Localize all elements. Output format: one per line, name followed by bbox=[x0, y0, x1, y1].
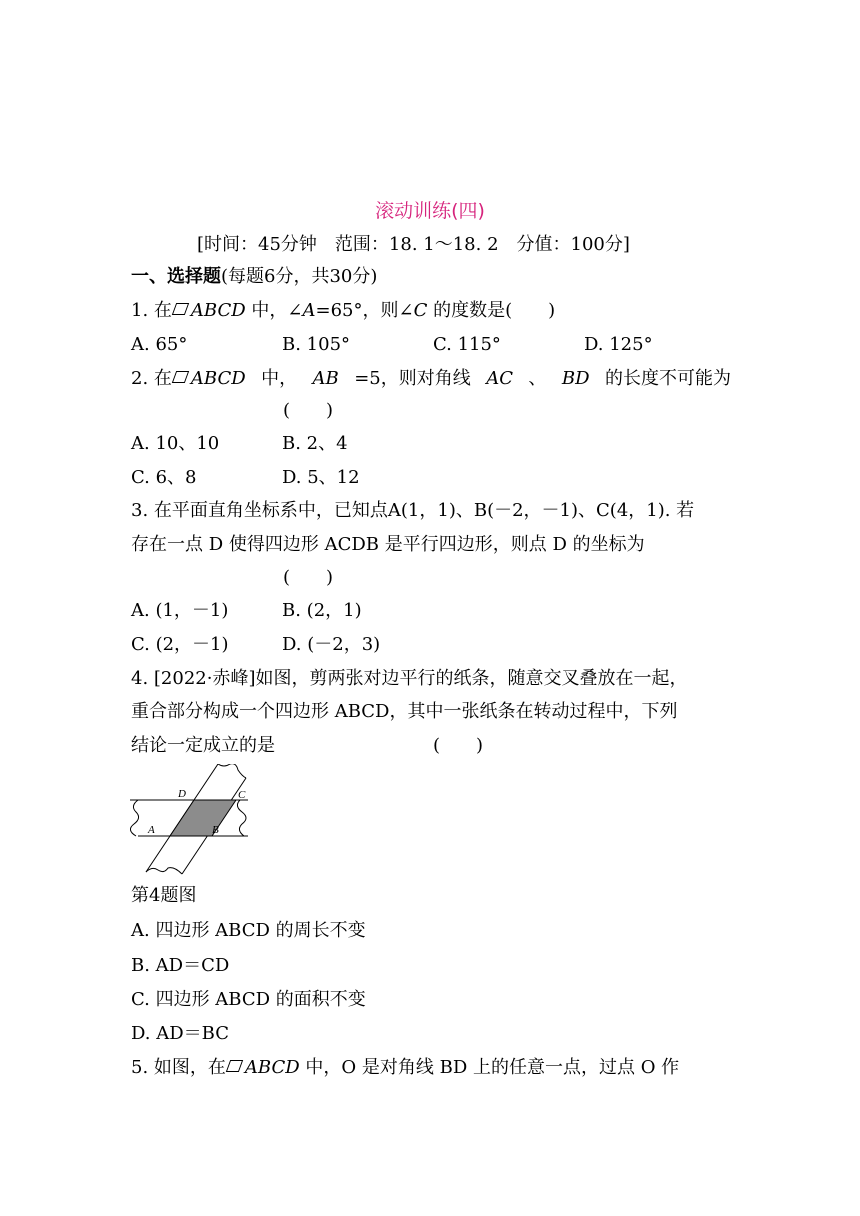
shaded-quadrilateral-abcd bbox=[170, 800, 236, 836]
page-title: 滚动训练(四) bbox=[375, 200, 485, 222]
figure-caption: 第4题图 bbox=[131, 885, 197, 906]
parallelogram-icon bbox=[172, 303, 189, 315]
section-heading bbox=[131, 264, 377, 290]
q4-option-d: D. AD＝BC bbox=[131, 1023, 229, 1044]
q1-text: 的度数是( ) bbox=[427, 300, 556, 321]
q4-option-a: A. 四边形 ABCD 的周长不变 bbox=[131, 920, 366, 941]
q3-option-a: A. (1，－1) bbox=[131, 600, 229, 621]
q2-part: 、 bbox=[528, 368, 547, 389]
question-1 bbox=[131, 298, 555, 324]
exam-info: [时间：45分钟 范围：18. 1～18. 2 分值：100分] bbox=[197, 234, 630, 255]
q2-part: BD bbox=[561, 368, 590, 389]
q5-shape: ABCD bbox=[244, 1057, 300, 1078]
q2-part: 2. 在 ABCD bbox=[131, 368, 246, 389]
q3-option-d: D. (－2，3) bbox=[282, 634, 381, 655]
question-2 bbox=[131, 366, 731, 392]
parallelogram-icon bbox=[226, 1060, 243, 1072]
figure-label-c: C bbox=[238, 789, 246, 801]
q2-part: 中， bbox=[261, 368, 298, 389]
question-3-line1: 3. 在平面直角坐标系中，已知点A(1，1)、B(－2，－1)、C(4，1). 若 bbox=[131, 500, 695, 521]
question-4-line1: 4. [2022·赤峰]如图，剪两张对边平行的纸条，随意交叉叠放在一起， bbox=[131, 668, 688, 689]
q2-option-d: D. 5、12 bbox=[282, 467, 360, 488]
q2-part: 的长度不可能为 bbox=[604, 368, 731, 389]
figure-label-a: A bbox=[148, 824, 155, 836]
q2-part: AB bbox=[312, 368, 339, 389]
q2-part: =5，则对角线 bbox=[354, 368, 471, 389]
q2-answer-paren: ( ) bbox=[283, 400, 334, 421]
q2-option-b: B. 2、4 bbox=[282, 433, 348, 454]
q4-option-b: B. AD＝CD bbox=[131, 955, 230, 976]
q1-option-c: C. 115° bbox=[433, 334, 501, 355]
q3-answer-paren: ( ) bbox=[283, 567, 334, 588]
question-3-line2: 存在一点 D 使得四边形 ACDB 是平行四边形，则点 D 的坐标为 bbox=[131, 534, 645, 555]
q1-option-b: B. 105° bbox=[282, 334, 351, 355]
q1-text: 1. 在 bbox=[131, 300, 172, 321]
figure-label-b: B bbox=[212, 824, 219, 836]
crossed-paper-strips-figure bbox=[128, 764, 252, 878]
parallelogram-icon bbox=[172, 371, 189, 383]
q1-option-d: D. 125° bbox=[584, 334, 653, 355]
q1-angle-c: C bbox=[413, 300, 428, 321]
question-4-line3: 结论一定成立的是 bbox=[131, 735, 275, 756]
q5-text: 5. 如图，在 bbox=[131, 1057, 226, 1078]
q5-text: 中，O 是对角线 BD 上的任意一点，过点 O 作 bbox=[299, 1057, 680, 1078]
q1-angle-a: A bbox=[302, 300, 316, 321]
q4-answer-paren: ( ) bbox=[433, 735, 484, 756]
question-4-line2: 重合部分构成一个四边形 ABCD，其中一张纸条在转动过程中，下列 bbox=[131, 701, 678, 722]
q1-text: =65°，则∠ bbox=[315, 300, 414, 321]
q2-option-c: C. 6、8 bbox=[131, 467, 197, 488]
q2-option-a: A. 10、10 bbox=[131, 433, 220, 454]
section-note: (每题6分，共30分) bbox=[221, 266, 378, 287]
q2-part: AC bbox=[486, 368, 513, 389]
q1-text: 中，∠ bbox=[245, 300, 303, 321]
q3-option-c: C. (2，－1) bbox=[131, 634, 229, 655]
q1-shape: ABCD bbox=[190, 300, 246, 321]
section-title: 一、选择题 bbox=[131, 266, 221, 287]
q1-option-a: A. 65° bbox=[131, 334, 188, 355]
figure-label-d: D bbox=[178, 788, 186, 800]
q3-option-b: B. (2，1) bbox=[282, 600, 362, 621]
q4-option-c: C. 四边形 ABCD 的面积不变 bbox=[131, 989, 366, 1010]
question-5 bbox=[131, 1055, 679, 1081]
